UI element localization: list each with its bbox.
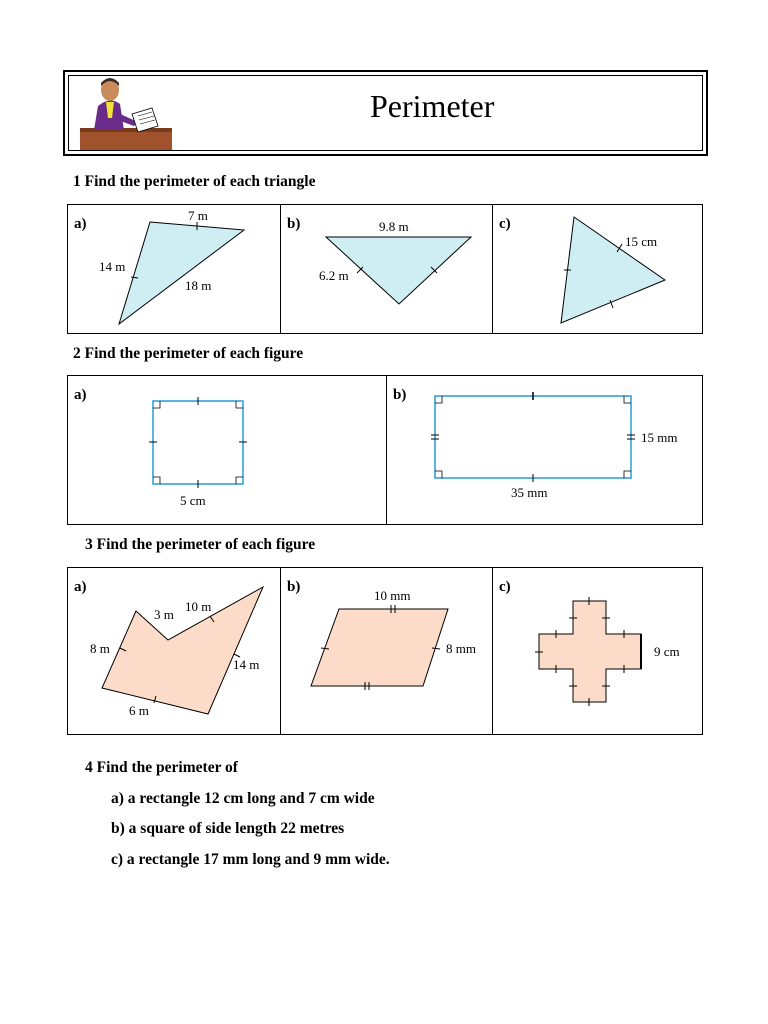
- q2-cell-b: [386, 376, 704, 524]
- question-3-label: 3 Find the perimeter of each figure: [85, 536, 316, 553]
- q1a-top-label: 7 m: [188, 208, 208, 223]
- q3-tag-b: b): [287, 579, 301, 595]
- q3c-side-label: 9 cm: [654, 644, 680, 659]
- q2b-width-label: 15 mm: [641, 430, 678, 445]
- q1b-top-label: 9.8 m: [379, 219, 409, 234]
- q1-tag-c: c): [499, 216, 511, 232]
- question-4-label: 4 Find the perimeter of: [85, 759, 238, 776]
- q1c-right-label: 15 cm: [625, 234, 658, 249]
- q1-cell-b: [280, 205, 492, 333]
- q4-item-c: c) a rectangle 17 mm long and 9 mm wide.: [111, 851, 390, 868]
- q3-cell-b: [280, 568, 492, 734]
- q1-cell-c: [492, 205, 704, 333]
- q1c-triangle: [493, 205, 705, 333]
- q3a-s3-label: 8 m: [90, 641, 110, 656]
- q1b-triangle: [281, 205, 493, 333]
- q3a-s2-label: 10 m: [185, 599, 212, 614]
- q3-tag-a: a): [74, 579, 87, 595]
- q4-item-a: a) a rectangle 12 cm long and 7 cm wide: [111, 790, 375, 807]
- question-2-grid: [67, 375, 703, 525]
- q2a-side-label: 5 cm: [180, 493, 206, 508]
- q3b-side-label: 8 mm: [446, 641, 476, 656]
- q2-tag-b: b): [393, 387, 407, 403]
- page-title: Perimeter: [370, 88, 495, 124]
- q3c-cross: [493, 568, 705, 734]
- q2-cell-a: [68, 376, 386, 524]
- q1-tag-a: a): [74, 216, 87, 232]
- teacher-clipart-icon: [80, 74, 172, 152]
- q1a-right-label: 18 m: [185, 278, 212, 293]
- q2b-rectangle: [387, 376, 705, 524]
- q1a-triangle: [68, 205, 280, 333]
- q2-tag-a: a): [74, 387, 87, 403]
- question-2-label: 2 Find the perimeter of each figure: [73, 345, 304, 362]
- q1-cell-a: [68, 205, 280, 333]
- q2b-length-label: 35 mm: [511, 485, 548, 500]
- question-1-label: 1 Find the perimeter of each triangle: [73, 173, 316, 190]
- q3-cell-a: [68, 568, 280, 734]
- q3-tag-c: c): [499, 579, 511, 595]
- q3b-parallelogram: [281, 568, 493, 734]
- q3a-s1-label: 3 m: [154, 607, 174, 622]
- q3a-polygon: [68, 568, 280, 734]
- q3-cell-c: [492, 568, 704, 734]
- q1-tag-b: b): [287, 216, 301, 232]
- question-3-grid: [67, 567, 703, 735]
- q1b-left-label: 6.2 m: [319, 268, 349, 283]
- q3a-s4-label: 14 m: [233, 657, 260, 672]
- q3a-s5-label: 6 m: [129, 703, 149, 718]
- q2a-square: [68, 376, 386, 524]
- q3b-top-label: 10 mm: [374, 588, 411, 603]
- q1a-left-label: 14 m: [99, 259, 126, 274]
- question-1-grid: [67, 204, 703, 334]
- q4-item-b: b) a square of side length 22 metres: [111, 820, 345, 837]
